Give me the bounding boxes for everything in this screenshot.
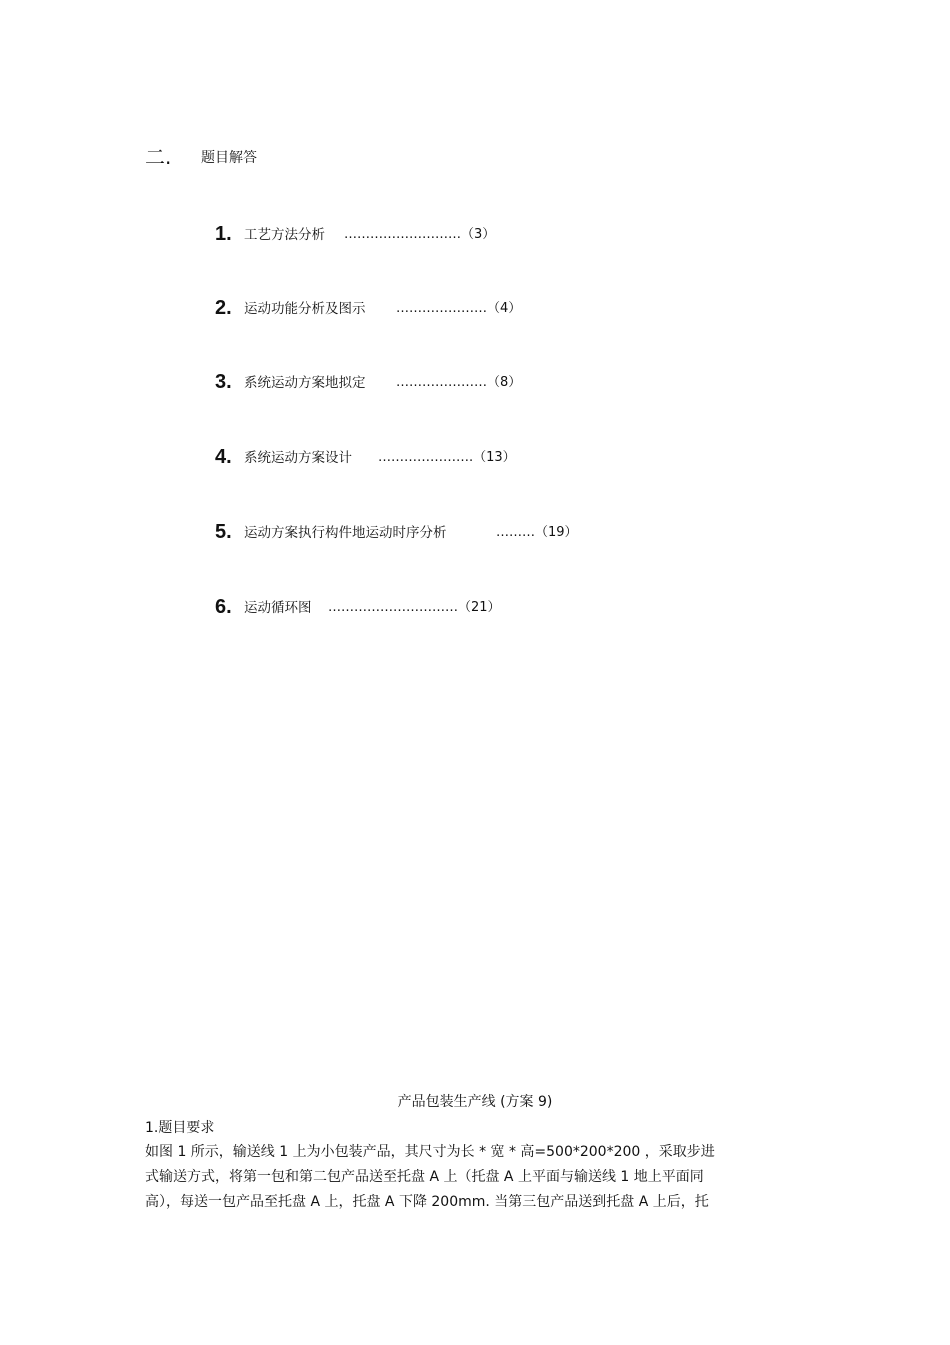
toc-item-page-leader: …………………………（21） (328, 600, 501, 615)
toc-item-number: 5. (215, 521, 232, 543)
toc-item-title: 系统运动方案设计 (244, 450, 352, 466)
toc-item-title: 运动功能分析及图示 (244, 301, 366, 317)
paragraph-line: 如图 1 所示，输送线 1 上为小包装产品，其尺寸为长 * 宽 * 高=500*200*200 ，采取步进 (145, 1144, 715, 1160)
toc-item-title: 工艺方法分析 (244, 227, 325, 243)
requirement-heading: 1.题目要求 (145, 1120, 215, 1136)
paragraph-line: 高），每送一包产品至托盘 A 上，托盘 A 下降 200mm. 当第三包产品送到托盘 A 上后，托 (145, 1194, 709, 1210)
toc-item-page-leader: …………………（8） (396, 375, 522, 390)
toc-item-number: 6. (215, 596, 232, 618)
toc-item-number: 1. (215, 223, 232, 245)
toc-item-title: 系统运动方案地拟定 (244, 375, 366, 391)
toc-item-number: 3. (215, 371, 232, 393)
toc-item-page-leader: …………………（4） (396, 301, 522, 316)
paragraph-line: 式输送方式，将第一包和第二包产品送至托盘 A 上（托盘 A 上平面与输送线 1 地上平面同 (145, 1169, 704, 1185)
section-title: 题目解答 (201, 150, 257, 166)
toc-item-number: 4. (215, 446, 232, 468)
toc-item-number: 2. (215, 297, 232, 319)
toc-item-title: 运动循环图 (244, 600, 312, 616)
document-title: 产品包装生产线 (方案 9) (397, 1094, 553, 1110)
toc-item-page-leader: ………………………（3） (344, 227, 496, 242)
toc-item-title: 运动方案执行构件地运动时序分析 (244, 525, 447, 541)
toc-item-page-leader: ………（19） (496, 525, 578, 540)
toc-item-page-leader: ………………….（13） (378, 450, 516, 465)
section-number: 二. (145, 145, 172, 169)
